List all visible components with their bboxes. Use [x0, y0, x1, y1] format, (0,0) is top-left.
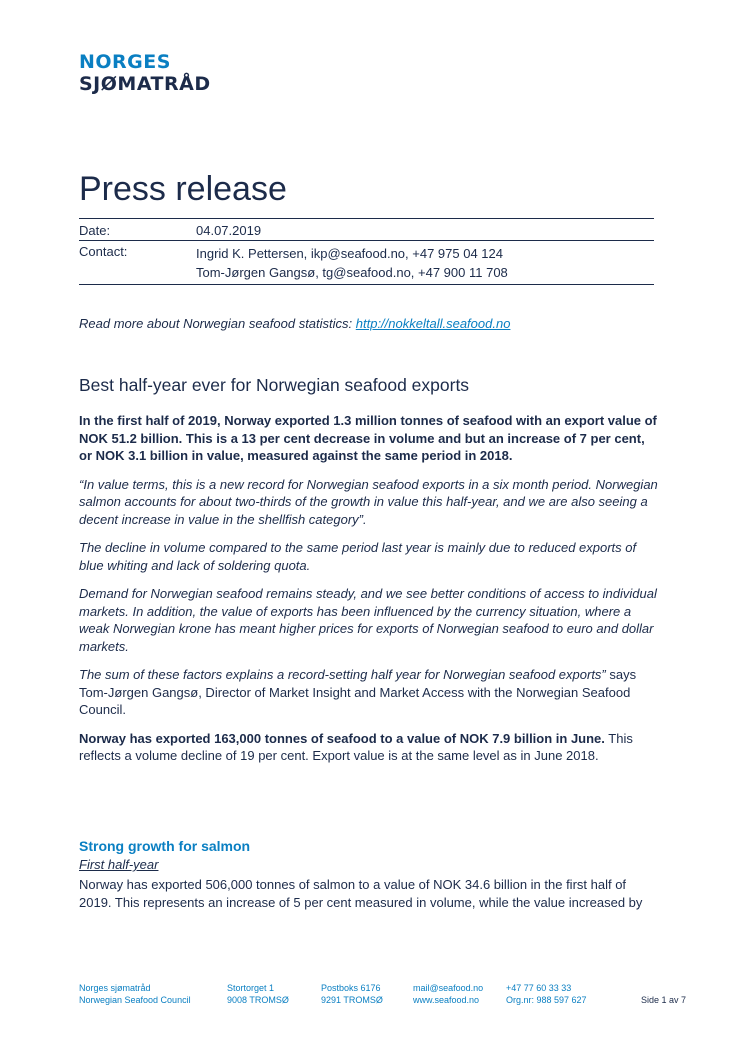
june-bold: Norway has exported 163,000 tonnes of seafood to a value of NOK 7.9 billion in June. — [79, 730, 605, 746]
quote-4-italic: The sum of these factors explains a record-setting half year for Norwegian seafood exports” — [79, 667, 606, 682]
footer-address — [227, 982, 289, 1006]
salmon-paragraph: Norway has exported 506,000 tonnes of salmon to a value of NOK 34.6 billion in the first half of 2019. This represents an increase of 5 per cent measured in volume, while the value increased by — [79, 877, 643, 910]
stats-link[interactable]: http://nokkeltall.seafood.no — [355, 316, 511, 331]
date-label: Date: — [79, 223, 111, 238]
footer-org-no: Norges sjømatråd — [79, 983, 151, 993]
footer-city: 9008 TROMSØ — [227, 995, 289, 1005]
meta-table — [79, 218, 654, 285]
read-more — [79, 316, 510, 331]
date-value: 04.07.2019 — [196, 223, 262, 238]
read-more-text: Read more about Norwegian seafood statistics: — [79, 316, 356, 331]
contact-1: Ingrid K. Pettersen, ikp@seafood.no, +47 975 04 124 — [196, 246, 503, 261]
main-heading: Best half-year ever for Norwegian seafood exports — [79, 375, 470, 395]
footer-postbox-city: 9291 TROMSØ — [321, 995, 383, 1005]
footer-email[interactable]: mail@seafood.no — [413, 983, 484, 993]
contact-label: Contact: — [79, 244, 128, 259]
page-title: Press release — [79, 170, 287, 208]
footer-web[interactable]: www.seafood.no — [413, 995, 480, 1005]
logo-line-2: SJØMATRÅD — [79, 73, 211, 95]
contact-2: Tom-Jørgen Gangsø, tg@seafood.no, +47 900 11 708 — [196, 265, 508, 280]
salmon-heading: Strong growth for salmon — [79, 838, 251, 854]
lead-paragraph: In the first half of 2019, Norway exported 1.3 million tonnes of seafood with an export value of NOK 51.2 billion. This is a 13 per cent decrease in volume and but an increase of 7 per cent, or NOK 3.1 billion in value, measured against the same period in 2018. — [79, 413, 657, 463]
june-paragraph — [79, 730, 659, 765]
footer-org-en: Norwegian Seafood Council — [79, 995, 191, 1005]
quote-paragraph-4 — [79, 666, 659, 719]
june-rest: This reflects a volume decline of 19 per cent. Export value is at the same level as in June 2018. — [79, 730, 633, 763]
footer-org — [79, 982, 191, 1006]
quote-paragraph-2: The decline in volume compared to the same period last year is mainly due to reduced exports of blue whiting and lack of soldering quota. — [79, 540, 637, 573]
quote-paragraph-1: “In value terms, this is a new record for Norwegian seafood exports in a six month period. Norwegian salmon accounts for about two-thirds of the growth in value this half-year, and we are also seeing a decent increase in value in the shellfish category”. — [79, 476, 658, 527]
contact-values — [196, 241, 654, 284]
contact-row — [79, 240, 654, 284]
logo — [79, 53, 211, 94]
footer-phone: +47 77 60 33 33 — [506, 983, 572, 993]
footer-phone-org — [506, 982, 587, 1006]
footer-postbox — [321, 982, 383, 1006]
footer-contact — [413, 982, 483, 1006]
salmon-subheading: First half-year — [79, 857, 159, 872]
page-number: Side 1 av 7 — [641, 995, 687, 1005]
logo-line-1: NORGES — [79, 51, 171, 73]
footer-street: Stortorget 1 — [227, 983, 275, 993]
quote-4-attribution: says Tom-Jørgen Gangsø, Director of Market Insight and Market Access with the Norwegian Seafood Council. — [79, 667, 637, 717]
date-row — [79, 218, 654, 240]
footer-postbox-no: Postboks 6176 — [321, 983, 381, 993]
meta-divider — [79, 284, 654, 285]
body-text — [79, 412, 659, 776]
footer-orgnr: Org.nr: 988 597 627 — [506, 995, 587, 1005]
quote-paragraph-3: Demand for Norwegian seafood remains steady, and we see better conditions of access to individual markets. In addition, the value of exports has been influenced by the currency situation, where a weak Norwegian krone has meant higher prices for exports of Norwegian seafood to euro and dollar markets. — [79, 586, 657, 654]
